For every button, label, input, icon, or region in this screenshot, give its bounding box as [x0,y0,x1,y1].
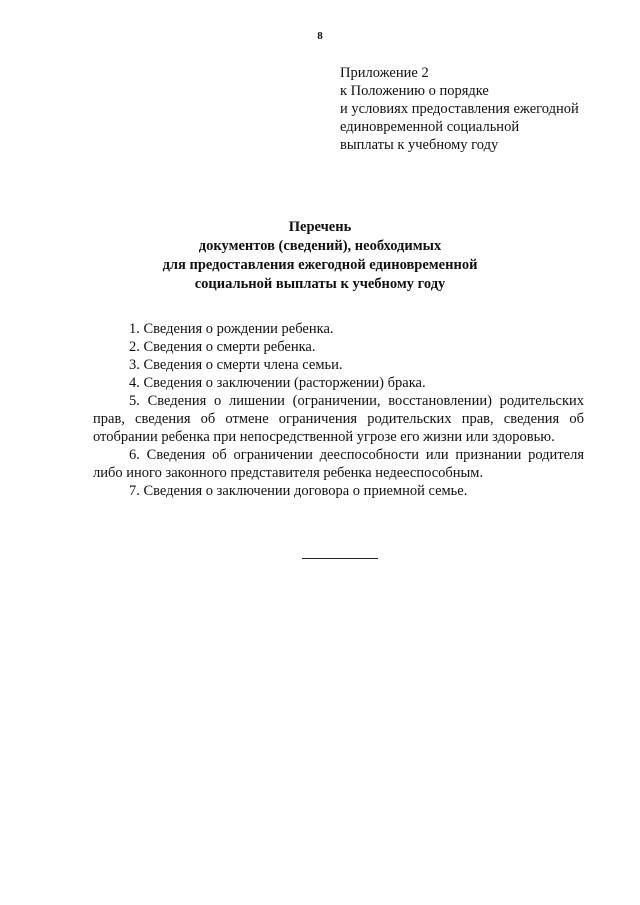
appendix-line: выплаты к учебному году [340,137,499,153]
appendix-line: Приложение 2 [340,65,429,81]
appendix-line: единовременной социальной [340,119,520,135]
page-number: 8 [317,30,323,42]
appendix-line: и условиях предоставления ежегодной [340,101,579,117]
title-line: Перечень [288,219,352,235]
list-item: 4. Сведения о заключении (расторжении) брака. [129,375,426,391]
closing-divider [302,558,378,559]
list-item: 7. Сведения о заключении договора о приемной семье. [129,483,468,499]
title-line: документов (сведений), необходимых [198,238,442,254]
title-line: социальной выплаты к учебному году [194,276,446,292]
list-item: 2. Сведения о смерти ребенка. [129,339,316,355]
list-item: 5. Сведения о лишении (ограничении, восстановлении) родительских прав, сведения об отмене ограничения родительских прав, сведения об отобрании ребенка при непосредственной угрозе его жизни или здоровью. [93,393,584,445]
list-item: 6. Сведения об ограничении дееспособности или признании родителя либо иного законного представителя ребенка недееспособным. [93,447,584,481]
list-item: 3. Сведения о смерти члена семьи. [129,357,343,373]
appendix-line: к Положению о порядке [340,83,489,99]
document-title [0,218,640,294]
appendix-reference [340,64,620,154]
document-list [93,320,584,500]
list-item: 1. Сведения о рождении ребенка. [129,321,334,337]
title-line: для предоставления ежегодной единовременной [162,257,478,273]
